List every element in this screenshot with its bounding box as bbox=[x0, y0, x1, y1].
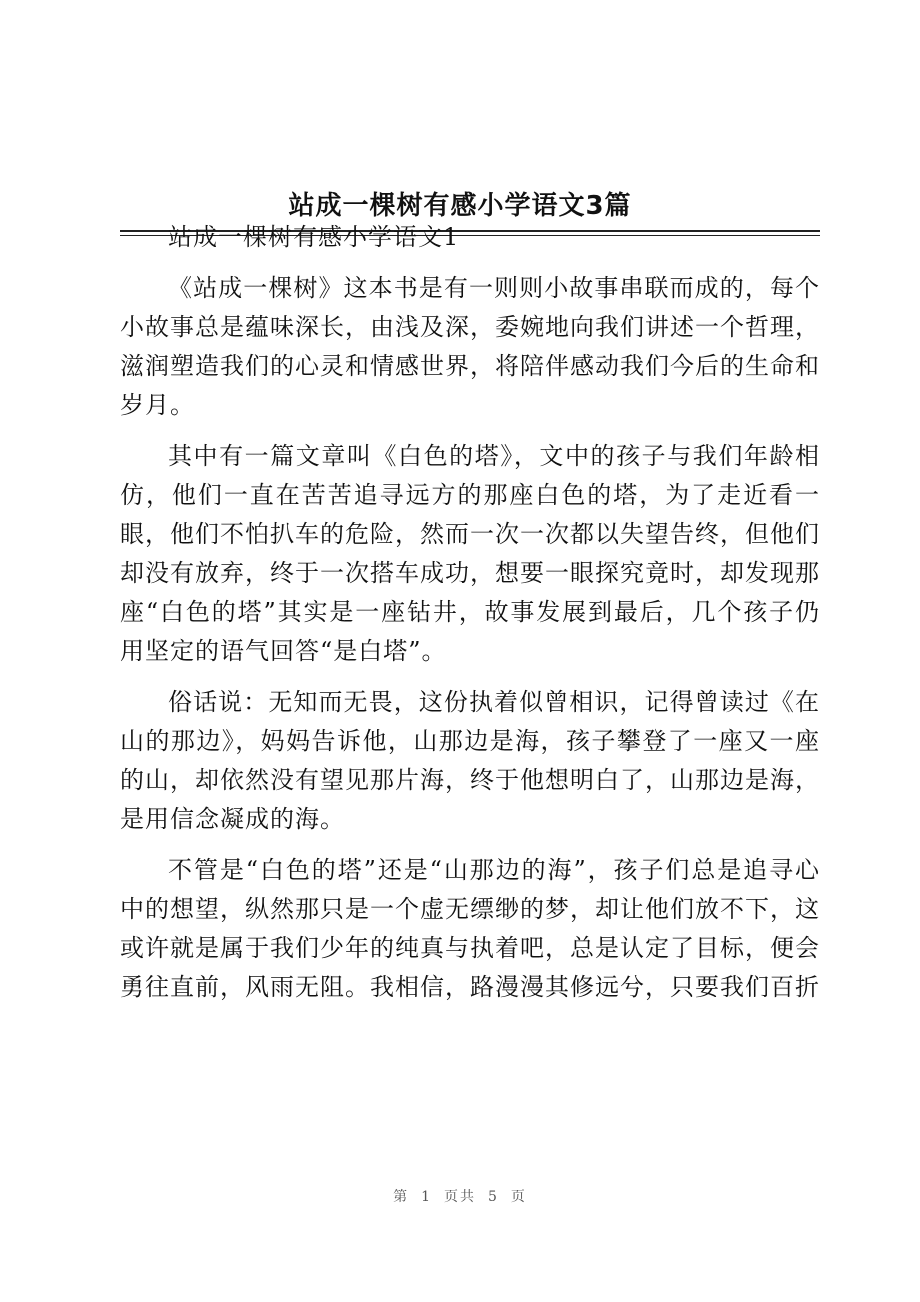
footer-label-prefix: 第 bbox=[393, 1189, 410, 1205]
footer-label-suffix: 页 bbox=[510, 1189, 527, 1205]
footer-label-middle: 页共 bbox=[444, 1189, 476, 1205]
paragraph-4: 不管是“白色的塔”还是“山那边的海”，孩子们总是追寻心中的想望，纵然那只是一个虚无缥缈的梦，却让他们放不下，这或许就是属于我们少年的纯真与执着吧，总是认定了目标，便会勇往直前，风雨无阻。我相信，路漫漫其修远兮，只要我们百折 bbox=[120, 856, 820, 1001]
paragraph-2: 其中有一篇文章叫《白色的塔》，文中的孩子与我们年龄相仿，他们一直在苦苦追寻远方的那座白色的塔，为了走近看一眼，他们不怕扒车的危险，然而一次一次都以失望告终，但他们却没有放弃，终于一次搭车成功，想要一眼探究竟时，却发现那座“白色的塔”其实是一座钻井，故事发展到最后，几个孩子仍用坚定的语气回答“是白塔”。 bbox=[120, 442, 820, 665]
section-heading: 站成一棵树有感小学语文1 bbox=[168, 223, 460, 251]
footer-current-page: 1 bbox=[421, 1189, 432, 1205]
document-body bbox=[120, 218, 820, 1019]
paragraph-1: 《站成一棵树》这本书是有一则则小故事串联而成的，每个小故事总是蕴味深长，由浅及深，委婉地向我们讲述一个哲理，滋润塑造我们的心灵和情感世界，将陪伴感动我们今后的生命和岁月。 bbox=[120, 274, 820, 419]
page-footer bbox=[0, 1186, 920, 1206]
page-title: 站成一棵树有感小学语文3篇 bbox=[288, 191, 632, 221]
paragraph-3: 俗话说：无知而无畏，这份执着似曾相识，记得曾读过《在山的那边》，妈妈告诉他，山那边是海，孩子攀登了一座又一座的山，却依然没有望见那片海，终于他想明白了，山那边是海，是用信念凝成的海。 bbox=[120, 688, 820, 833]
footer-total-pages: 5 bbox=[488, 1189, 499, 1205]
